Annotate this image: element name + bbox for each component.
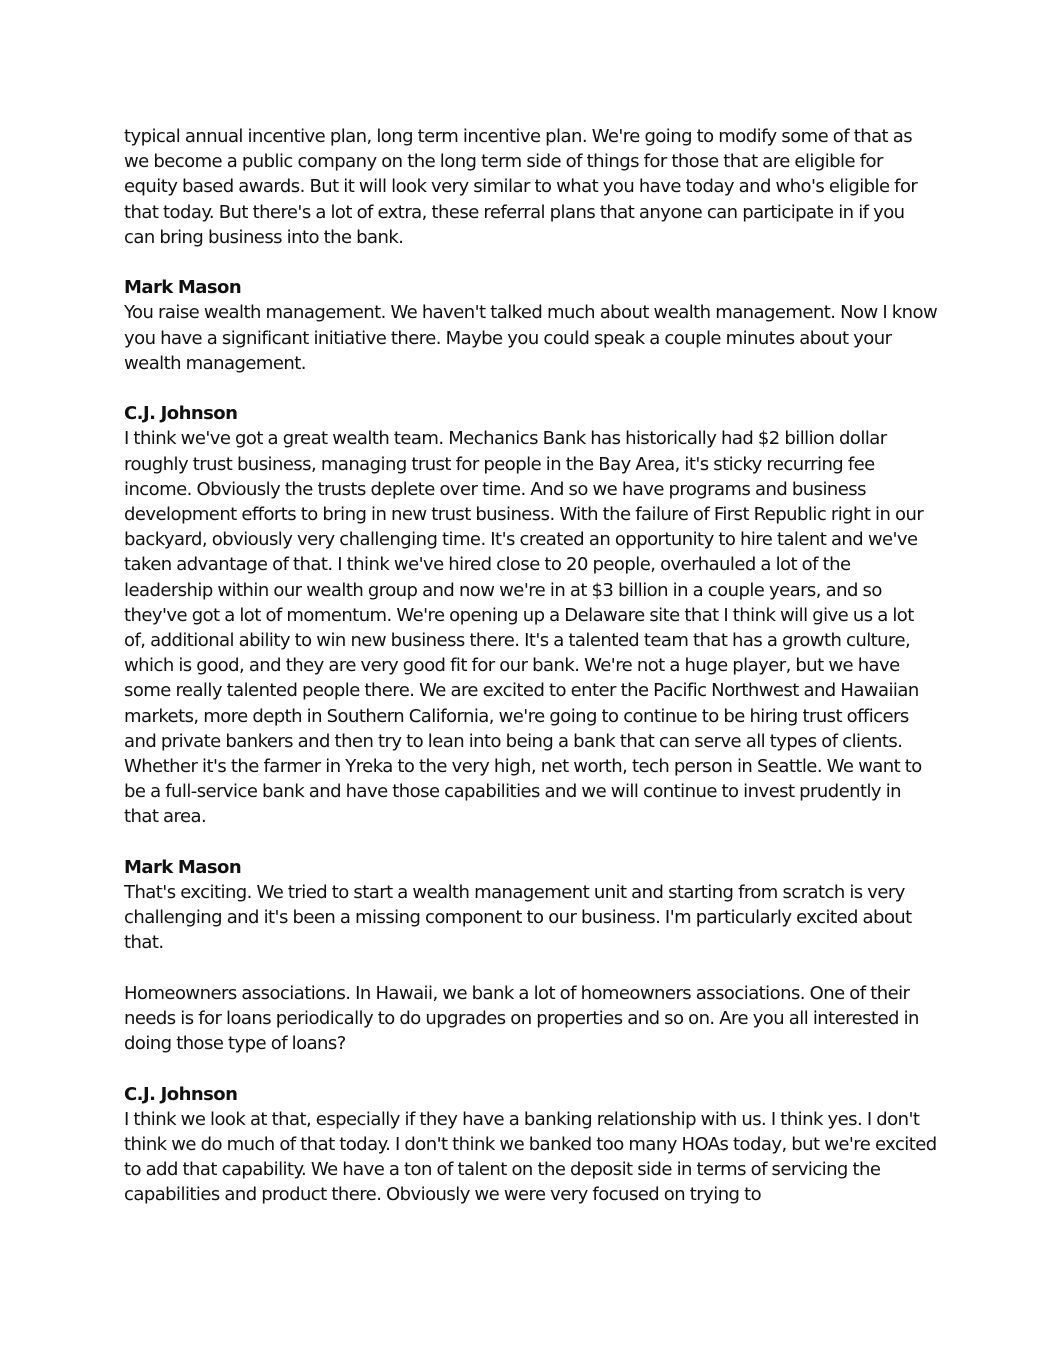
- speaker-name: C.J. Johnson: [124, 403, 238, 425]
- transcript-block-5: [124, 981, 939, 1057]
- paragraph-text: I think we've got a great wealth team. Mechanics Bank has historically had $2 billion dollar roughly trust business, managing trust for people in the Bay Area, it's sticky recurring fee income. Obviously the trusts deplete over time. And so we have programs and business development efforts to bring in new trust business. With the failure of First Republic right in our backyard, obviously very challenging time. It's created an opportunity to hire talent and we've taken advantage of that. I think we've hired close to 20 people, overhauled a lot of the leadership within our wealth group and now we're in at $3 billion in a couple years, and so they've got a lot of momentum. We're opening up a Delaware site that I think will give us a lot of, additional ability to win new business there. It's a talented team that has a growth culture, which is good, and they are very good fit for our bank. We're not a huge player, but we have some really talented people there. We are excited to enter the Pacific Northwest and Hawaiian markets, more depth in Southern California, we're going to continue to be hiring trust officers and private bankers and then try to lean into being a bank that can serve all types of clients. Whether it's the farmer in Yreka to the very high, net worth, tech person in Seattle. We want to be a full-service bank and have those capabilities and we will continue to invest prudently in that area.: [124, 428, 924, 828]
- transcript-page: [124, 124, 939, 1233]
- transcript-block-6: [124, 1082, 939, 1208]
- transcript-block-2: [124, 275, 939, 376]
- speaker-name: Mark Mason: [124, 277, 242, 299]
- speaker-name: C.J. Johnson: [124, 1083, 238, 1105]
- speaker-name: Mark Mason: [124, 856, 242, 878]
- paragraph-text: That's exciting. We tried to start a wealth management unit and starting from scratch is very challenging and it's been a missing component to our business. I'm particularly excited about that.: [124, 882, 912, 954]
- transcript-block-1: [124, 124, 939, 250]
- paragraph-text: You raise wealth management. We haven't talked much about wealth management. Now I know you have a significant initiative there. Maybe you could speak a couple minutes about your wealth management.: [124, 302, 938, 374]
- paragraph-text: I think we look at that, especially if they have a banking relationship with us. I think yes. I don't think we do much of that today. I don't think we banked too many HOAs today, but we're excited to add that capability. We have a ton of talent on the deposit side in terms of servicing the capabilities and product there. Obviously we were very focused on trying to: [124, 1108, 937, 1206]
- paragraph-text: Homeowners associations. In Hawaii, we bank a lot of homeowners associations. One of their needs is for loans periodically to do upgrades on properties and so on. Are you all interested in doing those type of loans?: [124, 982, 919, 1055]
- transcript-block-4: [124, 855, 939, 956]
- paragraph-text: typical annual incentive plan, long term incentive plan. We're going to modify some of that as we become a public company on the long term side of things for those that are eligible for equity based awards. But it will look very similar to what you have today and who's eligible for that today. But there's a lot of extra, these referral plans that anyone can participate in if you can bring business into the bank.: [124, 126, 918, 248]
- transcript-block-3: [124, 401, 939, 829]
